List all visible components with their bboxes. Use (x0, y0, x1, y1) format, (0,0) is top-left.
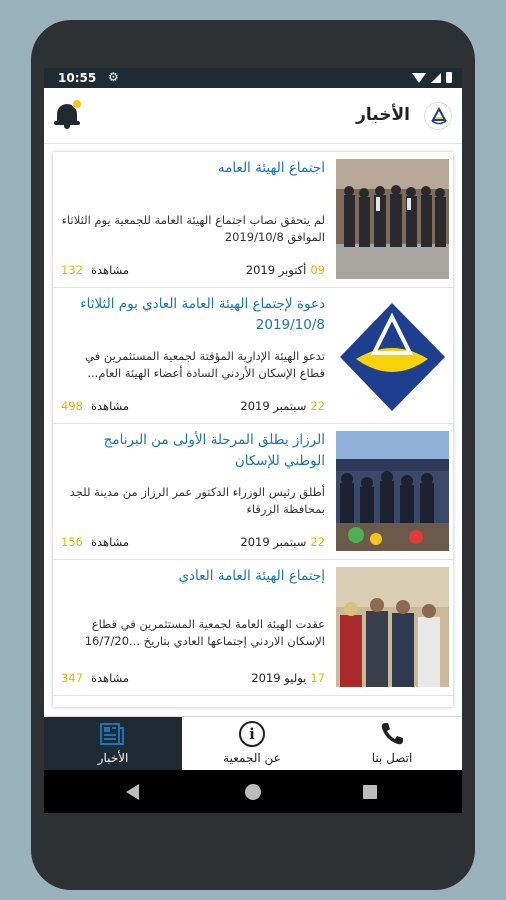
signal-icon (431, 73, 441, 83)
news-views: مشاهدة498 (61, 399, 130, 413)
news-card[interactable] (53, 560, 453, 696)
news-title[interactable]: اجتماع الهيئة العامه (217, 160, 325, 176)
home-icon[interactable] (245, 784, 261, 800)
info-icon: i (239, 721, 265, 747)
news-date: 22سبتمبر 2019 (240, 399, 325, 413)
bottom-navigation (44, 716, 462, 770)
news-date: 09أكتوبر 2019 (245, 263, 325, 277)
phone-icon (379, 721, 405, 747)
tab-news-label: الأخبار (97, 751, 129, 765)
back-icon[interactable] (126, 784, 139, 800)
status-bar (44, 68, 462, 88)
news-date: 17يوليو 2019 (251, 671, 325, 685)
news-date: 22سبتمبر 2019 (240, 535, 325, 549)
news-card[interactable] (53, 424, 453, 560)
news-list[interactable] (53, 152, 453, 707)
app-bar (44, 88, 462, 144)
page-title: الأخبار (356, 105, 410, 125)
tab-news[interactable] (44, 717, 182, 771)
news-views: مشاهدة347 (61, 671, 130, 685)
settings-gear-icon: ⚙ (108, 70, 119, 84)
news-card[interactable] (53, 288, 453, 424)
battery-icon (446, 72, 452, 83)
association-logo (424, 102, 452, 130)
news-excerpt: عقدت الهيئة العامة لجمعية المستثمرين في قطاع الإسكان الاردني إجتماعها العادي بتاريخ ...16/7/20 (84, 617, 325, 648)
tab-about-label: عن الجمعية (223, 751, 281, 765)
notification-bell-icon[interactable] (54, 102, 80, 130)
tab-about[interactable] (182, 717, 322, 771)
status-time: 10:55 (58, 71, 97, 85)
news-title[interactable]: دعوة لإجتماع الهيئة العامة العادي بوم الثلاثاء 2019/10/8 (80, 296, 325, 333)
newspaper-icon (100, 723, 124, 745)
tab-contact-label: اتصل بنا (371, 751, 413, 765)
app-screen (44, 68, 462, 813)
wifi-icon (412, 73, 426, 83)
news-excerpt: لم يتحقق نصاب اجتماع الهيئة العامة للجمعية يوم الثلاثاء الموافق 2019/10/8 (61, 213, 325, 244)
tab-contact[interactable] (322, 717, 462, 771)
news-excerpt: أطلق رئيس الوزراء الدكتور عمر الرزاز من مدينة للجد بمحافظة الزرقاء (69, 485, 325, 516)
news-photo-event (336, 431, 449, 551)
news-title[interactable]: إجتماع الهيئة العامة العادي (178, 568, 325, 584)
recent-apps-icon[interactable] (363, 785, 377, 799)
news-photo-meeting (336, 159, 449, 279)
news-photo-assembly (336, 567, 449, 687)
news-views: مشاهدة132 (61, 263, 130, 277)
news-card[interactable] (53, 152, 453, 288)
news-excerpt: تدعو الهيئة الإدارية المؤقتة لجمعية المستثمرين في قطاع الإسكان الأردني السادة أعضاء الهيئة العام... (85, 349, 325, 380)
news-views: مشاهدة156 (61, 535, 130, 549)
system-navigation-bar (44, 770, 462, 813)
status-icons (412, 72, 452, 83)
news-title[interactable]: الرزاز يطلق المرحلة الأولى من البرنامج الوطني للإسكان (103, 432, 325, 469)
news-photo-logo (336, 295, 449, 415)
